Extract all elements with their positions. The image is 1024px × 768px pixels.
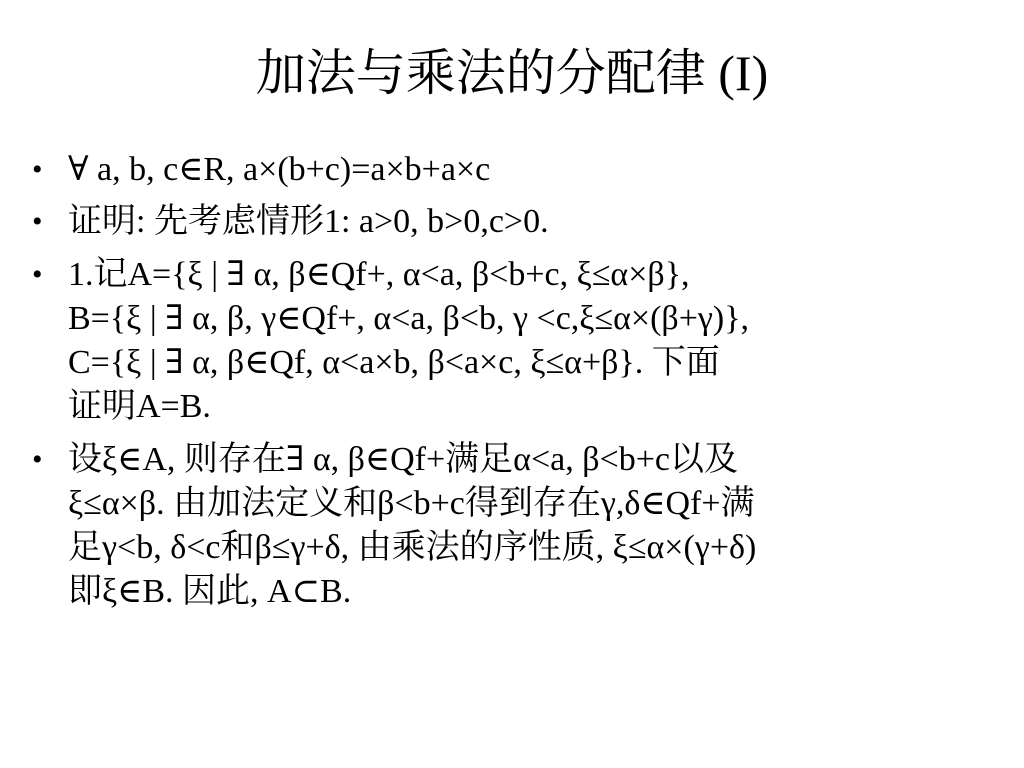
slide-title: 加法与乘法的分配律 (I) <box>255 45 769 101</box>
bullet-line: C={ξ | ∃ α, β∈Qf, α<a×b, β<a×c, ξ≤α+β}. 下面 <box>68 344 720 381</box>
bullet-line: 证明A=B. <box>68 388 211 425</box>
bullet-line: ξ≤α×β. 由加法定义和β<b+c得到存在γ,δ∈Qf+满 <box>68 485 755 522</box>
bullet-item <box>32 200 1002 244</box>
bullet-line: ∀ a, b, c∈R, a×(b+c)=a×b+a×c <box>68 151 491 188</box>
bullet-item <box>32 148 1002 192</box>
bullet-line: B={ξ | ∃ α, β, γ∈Qf+, α<a, β<b, γ <c,ξ≤α×(β+γ)}, <box>68 300 750 337</box>
bullet-dot-icon: • <box>32 443 43 476</box>
bullet-line: 1.记A={ξ | ∃ α, β∈Qf+, α<a, β<b+c, ξ≤α×β}, <box>68 256 690 293</box>
bullet-line: 证明: 先考虑情形1: a>0, b>0,c>0. <box>68 203 549 240</box>
bullet-line: 即ξ∈B. 因此, A⊂B. <box>68 573 352 610</box>
bullet-item <box>32 438 1002 614</box>
bullet-dot-icon: • <box>32 205 43 238</box>
bullet-item <box>32 253 1002 429</box>
bullet-line: 设ξ∈A, 则存在∃ α, β∈Qf+满足α<a, β<b+c以及 <box>68 441 738 478</box>
bullet-dot-icon: • <box>32 258 43 291</box>
bullet-line: 足γ<b, δ<c和β≤γ+δ, 由乘法的序性质, ξ≤α×(γ+δ) <box>68 529 757 566</box>
bullet-list <box>32 148 1002 622</box>
bullet-dot-icon: • <box>32 153 43 186</box>
